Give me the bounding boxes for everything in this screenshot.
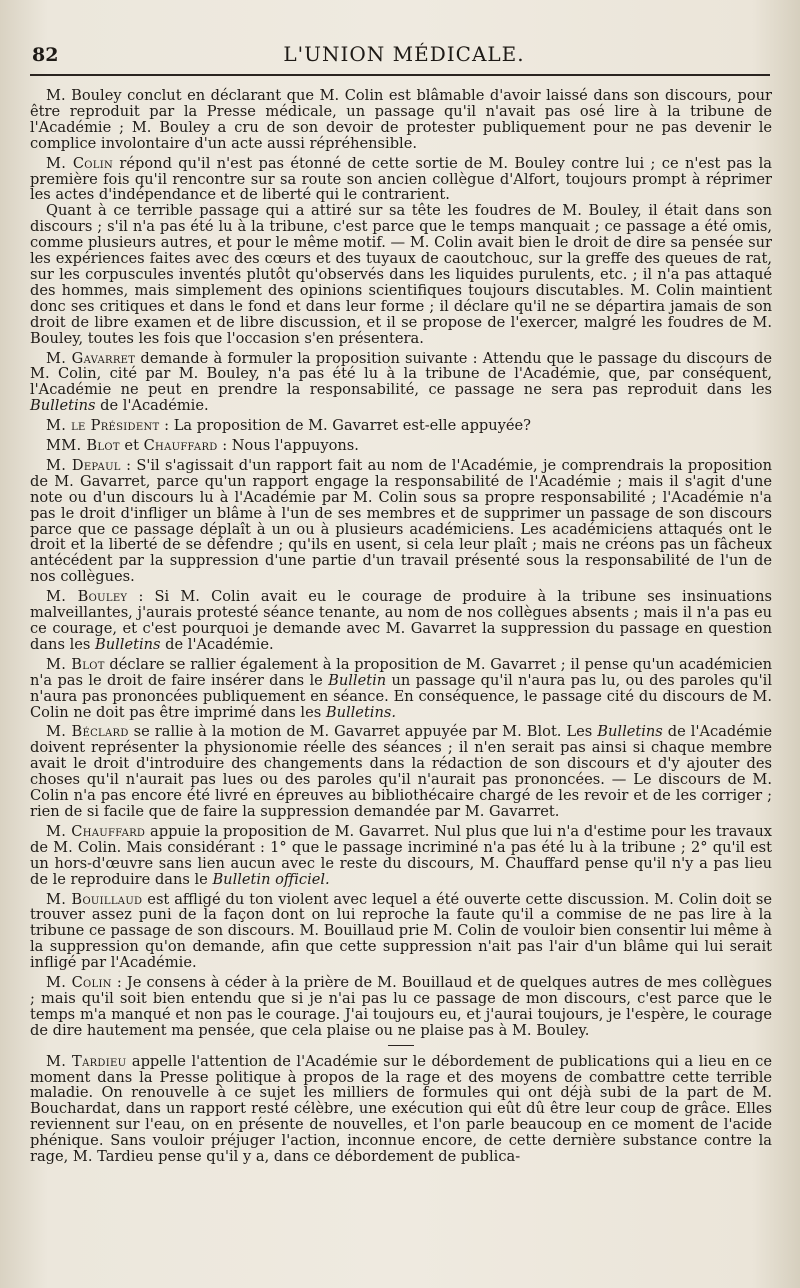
paragraph-text: un passage qu'il n'aura pas lu, ou des paroles qu'il n'aura pas prononcées publiquement en séance. En conséquence, le passage cité du discours de M. Colin ne doit pas être imprimé dans les bbox=[30, 671, 772, 721]
paragraph-text: Chauffard bbox=[143, 437, 218, 455]
speaker-name: M. Béclard bbox=[46, 723, 129, 741]
paragraph-text: : Nous l'appuyons. bbox=[217, 437, 359, 455]
italic-text: Bulletin officiel. bbox=[212, 870, 330, 888]
paragraph bbox=[30, 203, 772, 346]
paragraph-text: répond qu'il n'est pas étonné de cette sortie de M. Bouley contre lui ; ce n'est pas la première fois qu'il rencontre sur sa route son ancien collègue d'Alfort, toujours prompt à réprimer les actes d'indépendance et de liberté qui le contrarient. bbox=[30, 154, 773, 204]
paragraph bbox=[30, 438, 772, 454]
paragraph bbox=[30, 351, 772, 415]
paragraph bbox=[30, 892, 772, 972]
italic-text: Bulletin bbox=[328, 671, 387, 689]
paragraph bbox=[30, 975, 772, 1039]
paragraph bbox=[30, 589, 772, 653]
paragraph bbox=[30, 418, 772, 434]
speaker-name: M. Bouillaud bbox=[46, 890, 143, 908]
paragraph-text: : Je consens à céder à la prière de M. Bouillaud et de quelques autres de mes collègues ; mais qu'il soit bien entendu que si je n'ai pas lu ce passage de mon discours, c'est parce que le temps m'a manqué et non pas le courage. J'ai toujours eu, et j'aurai toujours, je l'espère, le courage de dire hautement ma pensée, que cela plaise ou ne plaise pas à M. Bouley. bbox=[30, 974, 772, 1039]
paragraph bbox=[30, 657, 772, 721]
paragraph bbox=[30, 458, 772, 585]
article-body bbox=[30, 88, 772, 1165]
speaker-name: M. Blot bbox=[46, 655, 105, 673]
paragraph-text: M. Bouley conclut en déclarant que M. Colin est blâmable d'avoir laissé dans son discours, pour être reproduit par la Presse médicale, un passage qu'il n'avait pas osé lire à la tribune de l'Académie ; M. Bouley a cru de son devoir de protester publiquement pour ne pas devenir le complice involontaire d'un acte aussi répréhensible. bbox=[30, 87, 772, 152]
speaker-name: M. Gavarret bbox=[46, 349, 136, 367]
speaker-name: M. Colin bbox=[46, 974, 112, 992]
paragraph bbox=[30, 724, 772, 819]
paragraph-text: demande à formuler la proposition suivante : Attendu que le passage du discours de M. Colin, cité par M. Bouley, n'a pas été lu à la tribune de l'Académie, que, par conséquent, l'Académie ne peut en prendre la responsabilité, ce passage ne sera pas reproduit dans les bbox=[30, 349, 772, 399]
paragraph-text: de l'Académie. bbox=[95, 397, 209, 415]
paragraph-text: et bbox=[119, 437, 144, 455]
italic-text: Bulletins bbox=[597, 723, 663, 741]
italic-text: Bulletins bbox=[95, 635, 161, 653]
section-divider bbox=[388, 1045, 414, 1046]
speaker-name: M. le Président bbox=[46, 417, 160, 435]
paragraph bbox=[30, 156, 772, 204]
running-title: L'UNION MÉDICALE. bbox=[283, 42, 525, 66]
speaker-name: M. Colin bbox=[46, 154, 114, 172]
paragraph bbox=[30, 1054, 772, 1165]
header-rule bbox=[30, 74, 770, 76]
paragraph-text: déclare se rallier également à la proposition de M. Gavarret ; il pense qu'un académicien n'a pas le droit de faire insérer dans le bbox=[30, 655, 772, 689]
paragraph-text: de l'Académie. bbox=[160, 635, 274, 653]
paragraph bbox=[30, 824, 772, 888]
speaker-name: M. Tardieu bbox=[46, 1052, 127, 1070]
speaker-name: M. Bouley bbox=[46, 588, 128, 606]
paragraph-text: : La proposition de M. Gavarret est-elle appuyée? bbox=[159, 417, 531, 435]
paragraph-text: se rallie à la motion de M. Gavarret appuyée par M. Blot. Les bbox=[128, 723, 598, 741]
italic-text: Bulletins bbox=[30, 397, 96, 415]
paragraph-text: : Si M. Colin avait eu le courage de produire à la tribune ses insinuations malveillantes, j'aurais protesté séance tenante, au nom de nos collègues absents ; mais il n'a pas eu ce courage, et c'est pourquoi je demande avec M. Gavarret la suppression du passage en question dans les bbox=[30, 588, 772, 653]
paragraph-text: appuie la proposition de M. Gavarret. Nul plus que lui n'a d'estime pour les travaux de M. Colin. Mais considérant : 1° que le passage incriminé n'a pas été lu à la tribune ; 2° qu'il est un hors-d'œuvre sans lien aucun avec le reste du discours, M. Chauffard pense qu'il n'y a pas lieu de le reproduire dans le bbox=[30, 822, 772, 888]
page-number: 82 bbox=[32, 44, 59, 66]
speaker-name: MM. Blot bbox=[46, 437, 120, 455]
paragraph-text: appelle l'attention de l'Académie sur le débordement de publications qui a lieu en ce moment dans la Presse politique à propos de la rage et des moyens de combattre cette terrible maladie. On renouvelle à ce sujet les milliers de formules qui ont déjà subi de la part de M. Bouchardat, dans un rapport resté célèbre, une exécution qui eût dû être leur coup de grâce. Elles reviennent sur l'eau, on en présente de nouvelles, et l'on parle beaucoup en ce moment de l'acide phénique. Sans vouloir préjuger l'action, inconnue encore, de cette dernière substance contre la rage, M. Tardieu pense qu'il y a, dans ce débordement de publica- bbox=[30, 1052, 772, 1166]
page-header bbox=[30, 34, 778, 74]
paragraph-text: : S'il s'agissait d'un rapport fait au nom de l'Académie, je comprendrais la proposition de M. Gavarret, parce qu'un rapport engage la responsabilité de l'Académie ; mais il s'agit d'une note ou d'un discours lu à l'Académie par M. Colin sous sa propre responsabilité ; l'Académie n'a pas le droit d'infliger un blâme à l'un de ses membres et de supprimer un passage de son discours parce que ce passage déplaît à un ou à plusieurs académiciens. Les académiciens attaqués ont le droit et la liberté de se défendre ; qu'ils en usent, si cela leur plaît ; mais ne créons pas un fâcheux antécédent par la suppression d'une partie d'un travail présenté sous la responsabilité de l'un de nos collègues. bbox=[30, 456, 772, 586]
paragraph-text: est affligé du ton violent avec lequel a été ouverte cette discussion. M. Colin doit se trouver assez puni de la façon dont on lui reproche la faute qu'il a commise de ne pas lire à la tribune ce passage de son discours. M. Bouillaud prie M. Colin de vouloir bien consentir lui même à la suppression qu'on demande, afin que cette suppression n'ait pas l'air d'un blâme qui lui serait infligé par l'Académie. bbox=[30, 890, 772, 972]
paragraph bbox=[30, 88, 772, 152]
paragraph-text: Quant à ce terrible passage qui a attiré sur sa tête les foudres de M. Bouley, il était dans son discours ; s'il n'a pas été lu à la tribune, c'est parce que le temps manquait ; ce passage a été omis, comme plusieurs autres, et pour le même motif. — M. Colin avait bien le droit de dire sa pensée sur les expériences faites avec des cœurs et des tuyaux de caoutchouc, sur la greffe des queues de rat, sur les corpuscules inventés plutôt qu'observés dans les liquides purulents, etc. ; il n'a pas attaqué des hommes, mais simplement des opinions scientifiques toujours discutables. M. Colin maintient donc ses critiques et dans le fond et dans leur forme ; il déclare qu'il ne se départira jamais de son droit de libre examen et de libre discussion, et il se propose de l'exercer, malgré les foudres de M. Bouley, toutes les fois que l'occasion s'en présentera. bbox=[30, 202, 772, 347]
paragraph-text: de l'Académie doivent représenter la physionomie réelle des séances ; il n'en serait pas ainsi si chaque membre avait le droit d'introduire des changements dans la rédaction de son discours et d'y ajouter des choses qu'il n'aurait pas lues ou des paroles qu'il n'aurait pas prononcées. — Le discours de M. Colin n'a pas encore été livré en épreuves au bibliothécaire chargé de les revoir et de les corriger ; rien de si facile que de faire la suppression demandée par M. Gavarret. bbox=[30, 723, 772, 820]
italic-text: Bulletins. bbox=[325, 703, 396, 721]
speaker-name: M. Chauffard bbox=[46, 822, 146, 840]
speaker-name: M. Depaul bbox=[46, 456, 121, 474]
